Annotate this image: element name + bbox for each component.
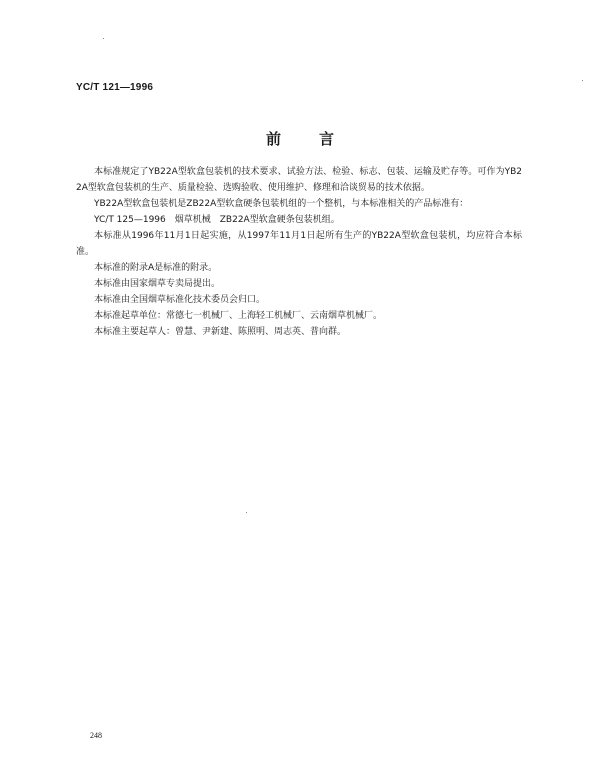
scan-speck (582, 80, 583, 81)
scan-speck (103, 38, 104, 39)
scan-speck (246, 512, 247, 513)
paragraph-related-standard: YC/T 125—1996 烟草机械 ZB22A型软盒硬条包装机组。 (94, 215, 340, 225)
standard-code-header: YC/T 121—1996 (76, 82, 154, 93)
foreword-body (76, 164, 522, 340)
paragraph-proposer: 本标准由国家烟草专卖局提出。 (94, 279, 221, 289)
page-number: 248 (90, 731, 102, 740)
paragraph-centralized-by: 本标准由全国烟草标准化技术委员会归口。 (94, 295, 266, 305)
paragraph-effective-date: 本标准从1996年11月1日起实施，从1997年11月1日起所有生产的YB22A型软盒包装机，均应符合本标准。 (76, 231, 522, 257)
paragraph-drafting-units: 本标准起草单位：常德七一机械厂、上海轻工机械厂、云南烟草机械厂。 (94, 311, 383, 321)
paragraph-scope: 本标准规定了YB22A型软盒包装机的技术要求、试验方法、检验、标志、包装、运输及贮存等。可作为YB22A型软盒包装机的生产、质量检验、选购验收、使用维护、修理和洽谈贸易的技术依据。 (76, 167, 522, 193)
paragraph-relation: YB22A型软盒包装机是ZB22A型软盒硬条包装机组的一个整机，与本标准相关的产品标准有： (94, 199, 469, 209)
page-title: 前言 (265, 130, 372, 148)
paragraph-appendix: 本标准的附录A是标准的附录。 (94, 263, 218, 273)
paragraph-drafters: 本标准主要起草人：曾慧、尹新建、陈照明、周志英、普向群。 (94, 327, 347, 337)
